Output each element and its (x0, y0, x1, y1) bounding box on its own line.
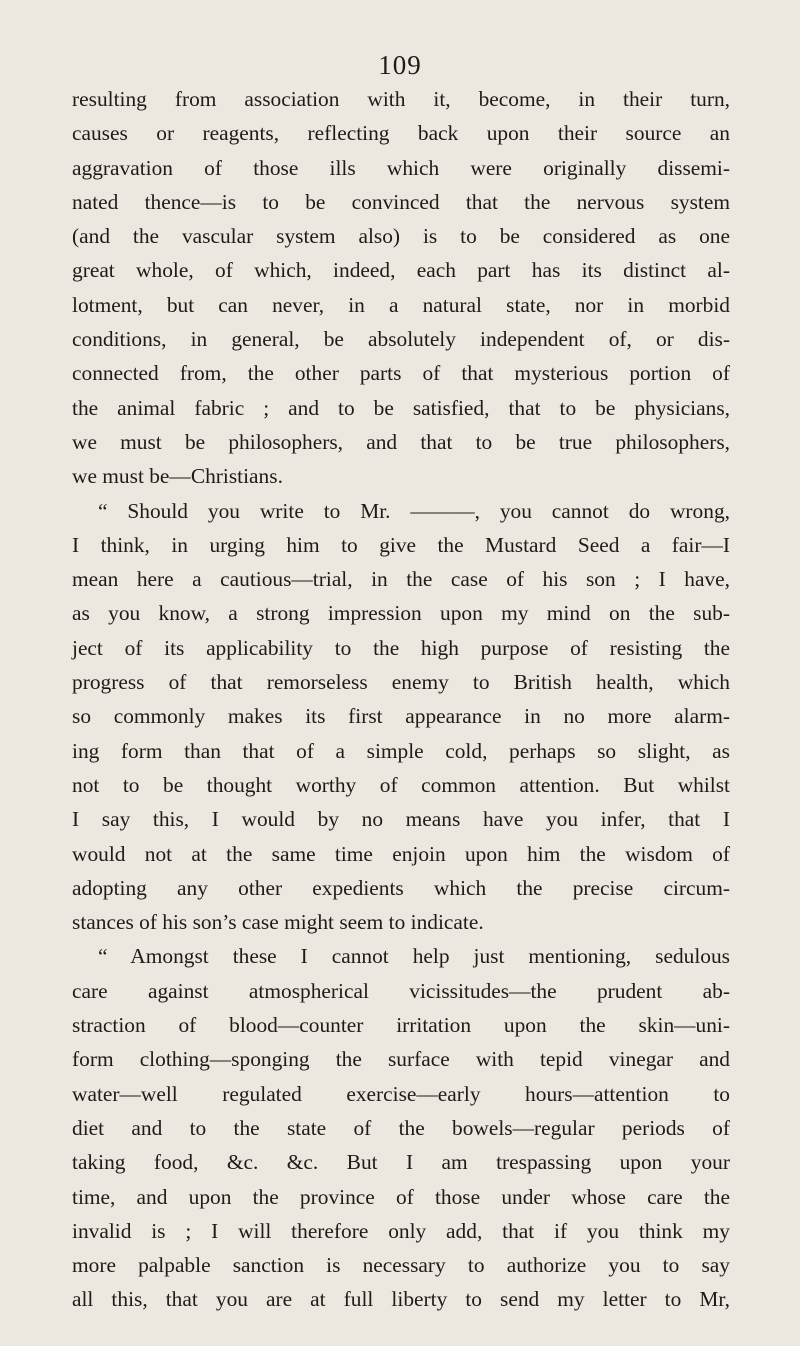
text-line: taking food, &c. &c. But I am trespassing upon your (72, 1150, 730, 1175)
text-line: as you know, a strong impression upon my mind on the sub- (72, 601, 730, 626)
text-line: conditions, in general, be absolutely independent of, or dis- (72, 327, 730, 352)
text-line: progress of that remorseless enemy to British health, which (72, 670, 730, 695)
text-line: form clothing—sponging the surface with tepid vinegar and (72, 1047, 730, 1072)
text-line: ject of its applicability to the high purpose of resisting the (72, 635, 730, 660)
text-line: adopting any other expedients which the precise circum- (72, 875, 730, 900)
text-line: straction of blood—counter irritation upon the skin—uni- (72, 1013, 730, 1038)
text-line: would not at the same time enjoin upon him the wisdom of (72, 841, 730, 866)
text-line: water—well regulated exercise—early hours—attention to (72, 1081, 730, 1106)
text-line: diet and to the state of the bowels—regular periods of (72, 1115, 730, 1140)
text-line: (and the vascular system also) is to be considered as one (72, 224, 730, 249)
text-line: invalid is ; I will therefore only add, that if you think my (72, 1218, 730, 1243)
text-line: so commonly makes its first appearance in no more alarm- (72, 704, 730, 729)
text-line: causes or reagents, reflecting back upon their source an (72, 121, 730, 146)
text-line: “ Amongst these I cannot help just mentioning, sedulous (98, 944, 730, 969)
text-line: nated thence—is to be convinced that the nervous system (72, 189, 730, 214)
text-line: aggravation of those ills which were originally dissemi- (72, 155, 730, 180)
text-line: lotment, but can never, in a natural state, nor in morbid (72, 292, 730, 317)
text-line: connected from, the other parts of that mysterious portion of (72, 361, 730, 386)
text-line: “ Should you write to Mr. ———, you cannot do wrong, (98, 498, 730, 523)
text-line: all this, that you are at full liberty to send my letter to Mr, (72, 1287, 730, 1312)
text-line: care against atmospherical vicissitudes—the prudent ab- (72, 978, 730, 1003)
text-line: the animal fabric ; and to be satisfied, that to be physicians, (72, 395, 730, 420)
text-line: I say this, I would by no means have you infer, that I (72, 807, 730, 832)
text-line: I think, in urging him to give the Mustard Seed a fair—I (72, 532, 730, 557)
text-line: resulting from association with it, become, in their turn, (72, 87, 730, 111)
text-line: great whole, of which, indeed, each part has its distinct al- (72, 258, 730, 283)
text-line: ing form than that of a simple cold, perhaps so slight, as (72, 738, 730, 763)
page-number: 109 (378, 50, 422, 80)
text-line: time, and upon the province of those under whose care the (72, 1184, 730, 1209)
text-line: stances of his son’s case might seem to indicate. (72, 910, 484, 935)
text-line: not to be thought worthy of common attention. But whilst (72, 772, 730, 797)
text-line: more palpable sanction is necessary to authorize you to say (72, 1253, 730, 1278)
body-text (72, 82, 730, 1317)
text-line: mean here a cautious—trial, in the case of his son ; I have, (72, 567, 730, 592)
text-line: we must be—Christians. (72, 464, 283, 489)
text-line: we must be philosophers, and that to be true philosophers, (72, 429, 730, 454)
